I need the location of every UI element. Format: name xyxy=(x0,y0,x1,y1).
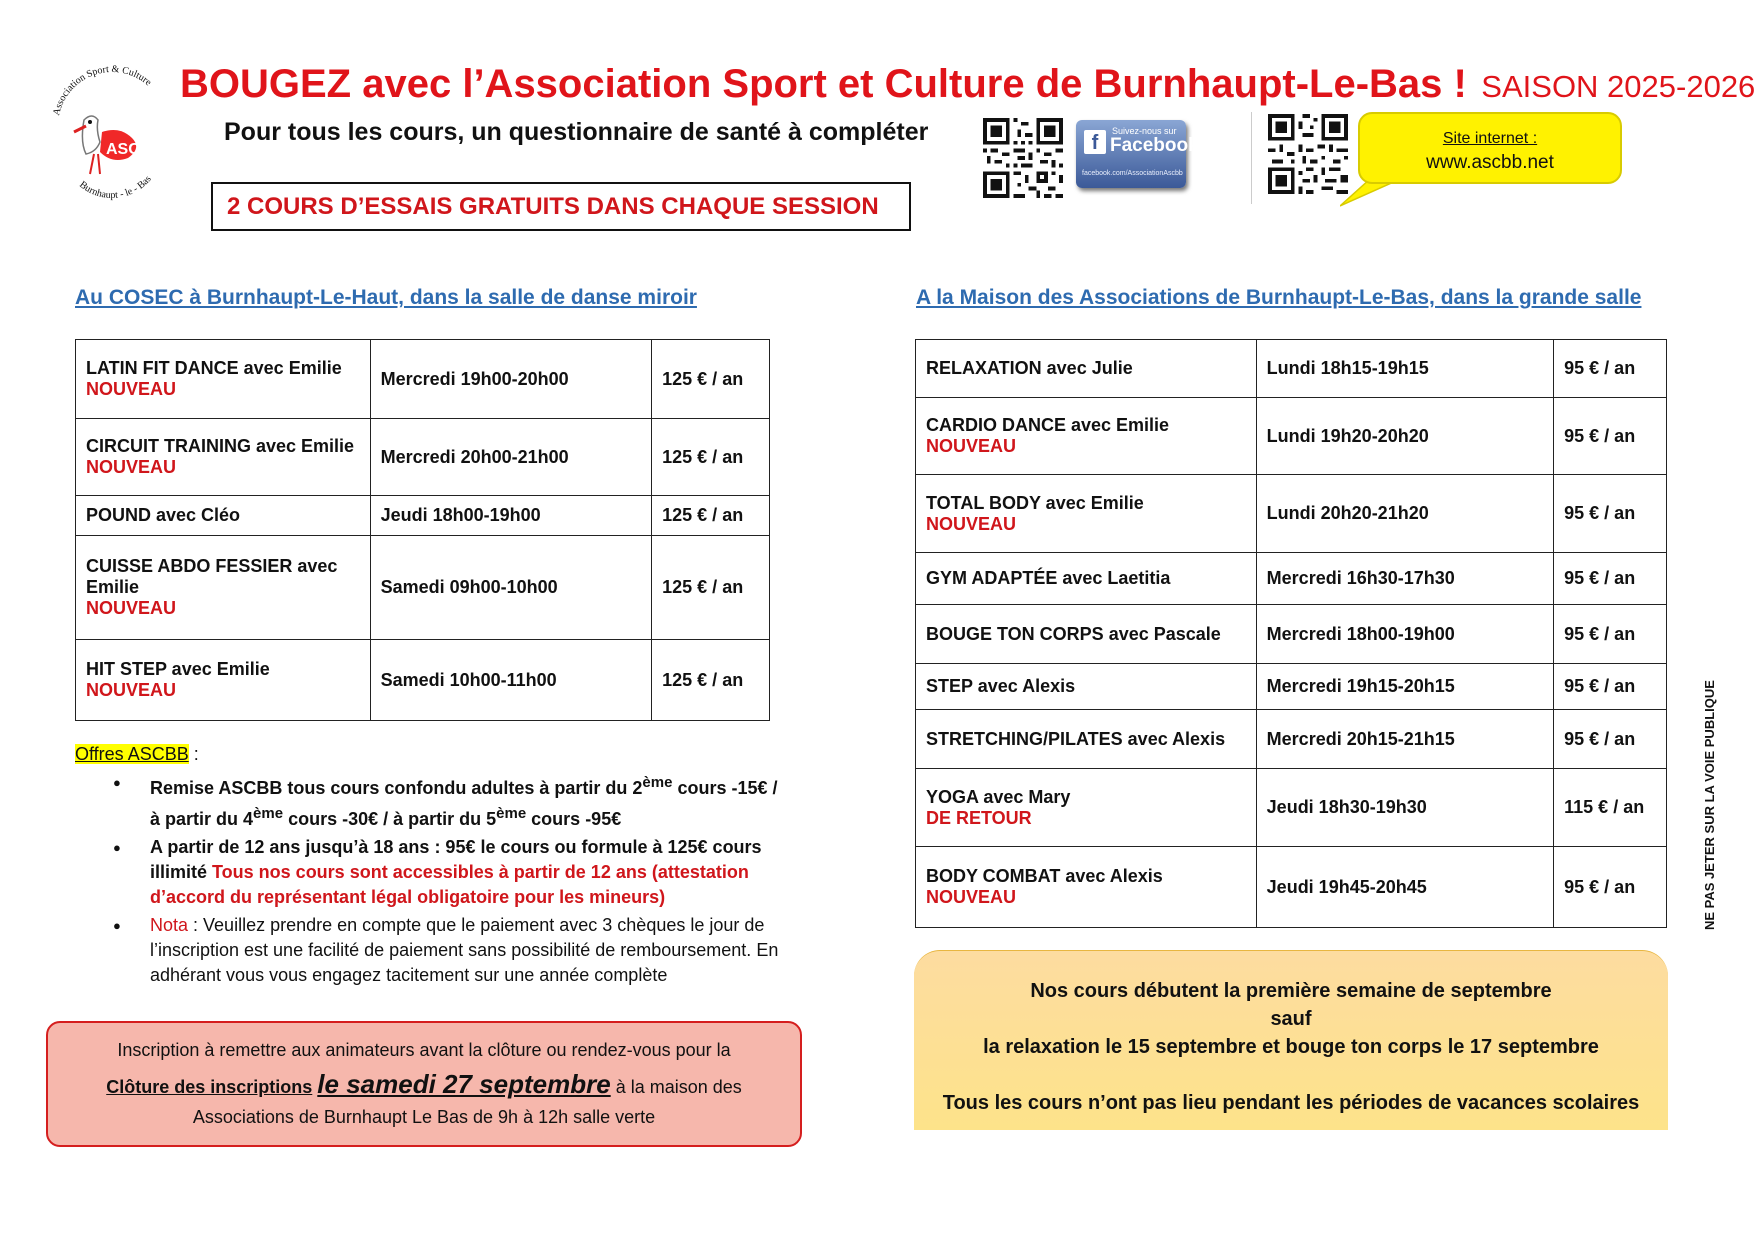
time-cell: Mercredi 20h15-21h15 xyxy=(1256,710,1553,769)
table-row xyxy=(916,553,1667,605)
facebook-badge[interactable] xyxy=(1076,120,1199,188)
course-cell xyxy=(76,419,371,496)
title-text: BOUGEZ avec l’Association Sport et Culture de Burnhaupt-Le-Bas ! xyxy=(180,62,1467,106)
svg-text:Burnhaupt - le - Bas xyxy=(77,174,154,201)
course-tag: NOUVEAU xyxy=(86,680,177,700)
course-name: CUISSE ABDO FESSIER avec Emilie xyxy=(86,556,338,597)
facebook-follow-text: Suivez-nous sur xyxy=(1112,126,1177,136)
closing-label: Clôture des inscriptions xyxy=(106,1077,313,1097)
offers-heading xyxy=(75,744,199,765)
price-cell: 95 € / an xyxy=(1554,553,1667,605)
table-row xyxy=(916,664,1667,710)
price-cell: 95 € / an xyxy=(1554,605,1667,664)
course-name: CARDIO DANCE avec Emilie xyxy=(926,415,1170,435)
time-cell: Mercredi 18h00-19h00 xyxy=(1256,605,1553,664)
offers-heading-colon: : xyxy=(188,744,199,764)
registration-line-3: Associations de Burnhaupt Le Bas de 9h à 12h salle verte xyxy=(192,1107,656,1127)
table-row xyxy=(76,419,770,496)
info-line: Nos cours débutent la première semaine de septembre xyxy=(1030,980,1552,1002)
course-name: CIRCUIT TRAINING avec Emilie xyxy=(86,436,355,456)
time-cell: Jeudi 19h45-20h45 xyxy=(1256,847,1553,928)
website-url[interactable]: www.ascbb.net xyxy=(1426,152,1554,173)
course-cell xyxy=(916,605,1257,664)
ordinal-suffix: ème xyxy=(253,805,284,822)
course-name: BOUGE TON CORPS avec Pascale xyxy=(926,623,1221,644)
closing-date: le samedi 27 septembre xyxy=(317,1069,611,1099)
course-name: LATIN FIT DANCE avec Emilie xyxy=(86,358,342,378)
facebook-url: facebook.com/AssociationAscbb xyxy=(1082,170,1183,177)
list-item xyxy=(110,835,790,910)
website-label: Site internet : xyxy=(1442,130,1538,147)
course-tag: NOUVEAU xyxy=(86,379,177,399)
logo-bottom-text: Burnhaupt - le - Bas xyxy=(77,173,154,202)
price-cell: 95 € / an xyxy=(1554,710,1667,769)
course-tag: NOUVEAU xyxy=(86,598,177,618)
price-cell: 95 € / an xyxy=(1554,475,1667,553)
facebook-icon: f xyxy=(1084,130,1106,154)
course-name: HIT STEP avec Emilie xyxy=(86,659,270,679)
maison-schedule-table xyxy=(915,339,1667,928)
association-logo xyxy=(44,62,178,212)
course-cell xyxy=(916,398,1257,475)
list-item xyxy=(110,913,790,988)
course-cell xyxy=(76,640,371,721)
discount-text: cours -95€ xyxy=(526,809,622,829)
nota-label: Nota xyxy=(150,915,189,935)
course-tag: DE RETOUR xyxy=(926,807,1032,828)
free-trial-text: 2 COURS D’ESSAIS GRATUITS DANS CHAQUE SESSION xyxy=(227,192,879,220)
course-name: TOTAL BODY avec Emilie xyxy=(926,492,1144,513)
course-name: POUND avec Cléo xyxy=(86,505,241,525)
price-cell: 125 € / an xyxy=(652,419,770,496)
discount-text: Remise ASCBB tous cours confondu adultes à partir du 2 xyxy=(150,778,643,798)
time-cell: Jeudi 18h30-19h30 xyxy=(1256,769,1553,847)
table-row xyxy=(916,475,1667,553)
offers-list xyxy=(110,770,790,991)
course-cell xyxy=(916,847,1257,928)
course-cell xyxy=(916,553,1257,605)
registration-line-1: Inscription à remettre aux animateurs avant la clôture ou rendez-vous pour la xyxy=(117,1040,731,1060)
time-cell: Samedi 09h00-10h00 xyxy=(370,536,652,640)
price-cell: 95 € / an xyxy=(1554,340,1667,398)
logo-top-text: Association Sport & Culture xyxy=(51,63,154,117)
price-cell: 125 € / an xyxy=(652,536,770,640)
cosec-section-title: Au COSEC à Burnhaupt-Le-Haut, dans la salle de danse miroir xyxy=(75,286,697,309)
course-tag: NOUVEAU xyxy=(926,887,1017,907)
course-cell xyxy=(76,340,371,419)
time-cell: Samedi 10h00-11h00 xyxy=(370,640,652,721)
season-start-info xyxy=(914,950,1668,1130)
table-row xyxy=(916,847,1667,928)
spacer xyxy=(914,1061,1668,1089)
svg-text:Association Sport & Culture xyxy=(51,64,154,117)
website-callout xyxy=(1340,112,1630,212)
nota-text: : Veuillez prendre en compte que le paiement avec 3 chèques le jour de l’inscription est une facilité de paiement sans possibilité de remboursement. En adhérant vous vous engagez tacitement sur une année complète xyxy=(150,915,779,985)
course-name: RELAXATION avec Julie xyxy=(926,358,1133,378)
time-cell: Lundi 18h15-19h15 xyxy=(1256,340,1553,398)
ordinal-suffix: ème xyxy=(642,774,673,791)
table-row xyxy=(916,605,1667,664)
registration-place: à la maison des xyxy=(610,1077,742,1097)
maison-section-title: A la Maison des Associations de Burnhaupt-Le-Bas, dans la grande salle xyxy=(916,286,1642,309)
discount-text: cours -30€ / à partir du 5 xyxy=(283,809,497,829)
course-cell xyxy=(76,536,371,640)
time-cell: Mercredi 20h00-21h00 xyxy=(370,419,652,496)
season-label: SAISON 2025-2026 xyxy=(1481,69,1755,104)
course-cell xyxy=(916,664,1257,710)
website-qr-code xyxy=(1268,114,1348,194)
litter-notice-text: NE PAS JETER SUR LA VOIE PUBLIQUE xyxy=(1702,680,1717,930)
time-cell: Mercredi 19h15-20h15 xyxy=(1256,664,1553,710)
table-row xyxy=(76,536,770,640)
price-cell: 115 € / an xyxy=(1554,769,1667,847)
registration-box xyxy=(46,1021,802,1147)
table-row xyxy=(916,769,1667,847)
course-name: BODY COMBAT avec Alexis xyxy=(926,866,1163,886)
course-cell xyxy=(76,496,371,536)
course-cell xyxy=(916,340,1257,398)
offers-heading-text: Offres ASCBB xyxy=(75,744,189,764)
table-row xyxy=(916,710,1667,769)
price-cell: 125 € / an xyxy=(652,496,770,536)
time-cell: Jeudi 18h00-19h00 xyxy=(370,496,652,536)
course-cell xyxy=(916,769,1257,847)
website-bubble xyxy=(1358,112,1622,184)
price-cell: 95 € / an xyxy=(1554,398,1667,475)
time-cell: Lundi 19h20-20h20 xyxy=(1256,398,1553,475)
free-trial-banner xyxy=(211,182,911,231)
time-cell: Mercredi 16h30-17h30 xyxy=(1256,553,1553,605)
table-row xyxy=(76,496,770,536)
price-cell: 125 € / an xyxy=(652,340,770,419)
course-tag: NOUVEAU xyxy=(86,457,177,477)
registration-line-2 xyxy=(48,1067,800,1104)
course-tag: NOUVEAU xyxy=(926,513,1017,534)
discount-text: cours -15€ / à partir du 4 xyxy=(150,778,778,829)
divider xyxy=(1251,112,1252,204)
time-cell: Mercredi 19h00-20h00 xyxy=(370,340,652,419)
table-row xyxy=(916,398,1667,475)
info-line: sauf xyxy=(1270,1008,1312,1030)
price-cell: 125 € / an xyxy=(652,640,770,721)
cosec-schedule-table xyxy=(75,339,770,721)
ordinal-suffix: ème xyxy=(496,805,527,822)
course-name: STRETCHING/PILATES avec Alexis xyxy=(926,728,1226,749)
info-line: Tous les cours n’ont pas lieu pendant les périodes de vacances scolaires xyxy=(942,1092,1640,1114)
logo-center-text: ASC xyxy=(106,141,140,158)
course-name: YOGA avec Mary xyxy=(926,786,1071,807)
course-name: GYM ADAPTÉE avec Laetitia xyxy=(926,568,1171,588)
facebook-qr-code xyxy=(983,118,1063,198)
course-name: STEP avec Alexis xyxy=(926,676,1076,696)
course-cell xyxy=(916,475,1257,553)
info-line: la relaxation le 15 septembre et bouge ton corps le 17 septembre xyxy=(983,1036,1599,1058)
course-cell xyxy=(916,710,1257,769)
age-requirement-text: Tous nos cours sont accessibles à partir de 12 ans (attestation d’accord du représentant légal obligatoire pour les mineurs) xyxy=(150,862,749,907)
table-row xyxy=(76,340,770,419)
litter-notice xyxy=(1702,680,1722,1190)
table-row xyxy=(916,340,1667,398)
price-cell: 95 € / an xyxy=(1554,664,1667,710)
health-questionnaire-note: Pour tous les cours, un questionnaire de santé à compléter xyxy=(224,118,929,146)
time-cell: Lundi 20h20-21h20 xyxy=(1256,475,1553,553)
course-tag: NOUVEAU xyxy=(926,436,1017,456)
price-cell: 95 € / an xyxy=(1554,847,1667,928)
facebook-label: Facebook xyxy=(1110,135,1199,156)
table-row xyxy=(76,640,770,721)
page-title xyxy=(180,62,1755,107)
list-item xyxy=(110,770,790,832)
youth-pricing-text: A partir de 12 ans jusqu’à 18 ans : 95€ le cours ou formule à 125€ cours illimité xyxy=(150,837,762,882)
